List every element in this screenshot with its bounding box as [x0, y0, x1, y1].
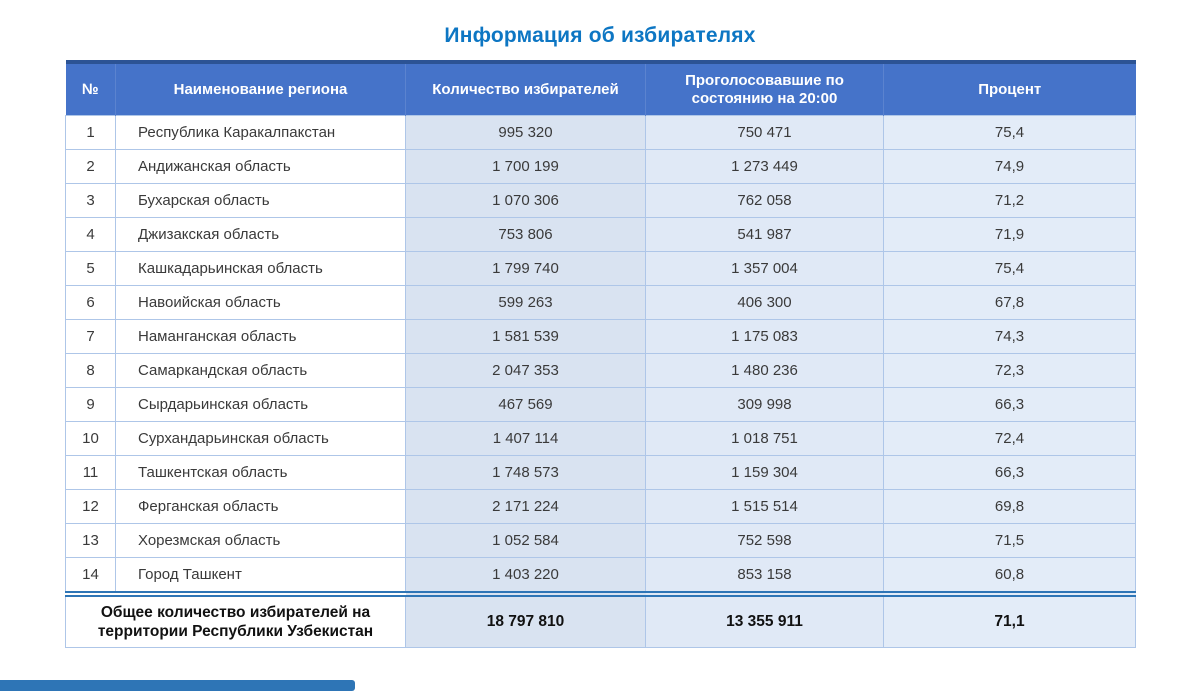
total-voted: 13 355 911	[646, 594, 884, 648]
region-name: Сурхандарьинская область	[116, 422, 406, 456]
voted-count: 1 159 304	[646, 456, 884, 490]
table-row	[66, 558, 1136, 595]
row-number: 11	[66, 456, 116, 490]
row-number: 13	[66, 524, 116, 558]
voted-count: 1 357 004	[646, 252, 884, 286]
voters-count: 995 320	[406, 116, 646, 150]
table-row	[66, 184, 1136, 218]
table-row	[66, 320, 1136, 354]
voters-table	[65, 60, 1135, 648]
table-footer	[66, 594, 1136, 648]
bottom-accent-bar	[0, 680, 355, 691]
header-percent: Процент	[884, 62, 1136, 116]
voters-count: 753 806	[406, 218, 646, 252]
region-name: Хорезмская область	[116, 524, 406, 558]
row-number: 2	[66, 150, 116, 184]
table-row	[66, 252, 1136, 286]
table-row	[66, 422, 1136, 456]
row-number: 14	[66, 558, 116, 595]
percent-value: 71,5	[884, 524, 1136, 558]
header-region: Наименование региона	[116, 62, 406, 116]
region-name: Самаркандская область	[116, 354, 406, 388]
voted-count: 541 987	[646, 218, 884, 252]
table-row	[66, 354, 1136, 388]
percent-value: 66,3	[884, 388, 1136, 422]
table-body	[66, 116, 1136, 595]
table-row	[66, 218, 1136, 252]
slide	[0, 24, 1200, 698]
percent-value: 72,4	[884, 422, 1136, 456]
row-number: 3	[66, 184, 116, 218]
region-name: Ферганская область	[116, 490, 406, 524]
voted-count: 1 480 236	[646, 354, 884, 388]
voters-data-table	[65, 60, 1136, 648]
voters-count: 1 700 199	[406, 150, 646, 184]
total-percent: 71,1	[884, 594, 1136, 648]
total-voters: 18 797 810	[406, 594, 646, 648]
page-title: Информация об избирателях	[444, 24, 756, 47]
row-number: 7	[66, 320, 116, 354]
percent-value: 66,3	[884, 456, 1136, 490]
percent-value: 74,9	[884, 150, 1136, 184]
voters-count: 1 799 740	[406, 252, 646, 286]
voters-count: 2 171 224	[406, 490, 646, 524]
voted-count: 853 158	[646, 558, 884, 595]
voters-count: 1 581 539	[406, 320, 646, 354]
header-row	[66, 62, 1136, 116]
voters-count: 1 052 584	[406, 524, 646, 558]
total-label: Общее количество избирателей на территории Республики Узбекистан	[66, 594, 406, 648]
voted-count: 1 515 514	[646, 490, 884, 524]
region-name: Город Ташкент	[116, 558, 406, 595]
percent-value: 67,8	[884, 286, 1136, 320]
row-number: 10	[66, 422, 116, 456]
voters-count: 467 569	[406, 388, 646, 422]
row-number: 12	[66, 490, 116, 524]
table-row	[66, 524, 1136, 558]
voted-count: 1 175 083	[646, 320, 884, 354]
voted-count: 406 300	[646, 286, 884, 320]
percent-value: 74,3	[884, 320, 1136, 354]
region-name: Бухарская область	[116, 184, 406, 218]
voters-count: 2 047 353	[406, 354, 646, 388]
row-number: 8	[66, 354, 116, 388]
voted-count: 752 598	[646, 524, 884, 558]
header-voters: Количество избирателей	[406, 62, 646, 116]
region-name: Ташкентская область	[116, 456, 406, 490]
row-number: 4	[66, 218, 116, 252]
voters-count: 1 748 573	[406, 456, 646, 490]
row-number: 5	[66, 252, 116, 286]
percent-value: 71,2	[884, 184, 1136, 218]
table-row	[66, 286, 1136, 320]
total-row	[66, 594, 1136, 648]
table-row	[66, 456, 1136, 490]
table-row	[66, 116, 1136, 150]
region-name: Джизакская область	[116, 218, 406, 252]
voters-count: 599 263	[406, 286, 646, 320]
percent-value: 69,8	[884, 490, 1136, 524]
table-header	[66, 62, 1136, 116]
voters-count: 1 407 114	[406, 422, 646, 456]
percent-value: 75,4	[884, 116, 1136, 150]
voted-count: 1 018 751	[646, 422, 884, 456]
row-number: 9	[66, 388, 116, 422]
row-number: 6	[66, 286, 116, 320]
header-voted: Проголосовавшие по состоянию на 20:00	[646, 62, 884, 116]
region-name: Сырдарьинская область	[116, 388, 406, 422]
table-row	[66, 490, 1136, 524]
percent-value: 71,9	[884, 218, 1136, 252]
table-row	[66, 150, 1136, 184]
voters-count: 1 070 306	[406, 184, 646, 218]
region-name: Кашкадарьинская область	[116, 252, 406, 286]
voted-count: 762 058	[646, 184, 884, 218]
region-name: Андижанская область	[116, 150, 406, 184]
percent-value: 60,8	[884, 558, 1136, 595]
region-name: Навоийская область	[116, 286, 406, 320]
voted-count: 309 998	[646, 388, 884, 422]
header-number: №	[66, 62, 116, 116]
region-name: Республика Каракалпакстан	[116, 116, 406, 150]
table-row	[66, 388, 1136, 422]
voted-count: 750 471	[646, 116, 884, 150]
percent-value: 75,4	[884, 252, 1136, 286]
voted-count: 1 273 449	[646, 150, 884, 184]
voters-count: 1 403 220	[406, 558, 646, 595]
row-number: 1	[66, 116, 116, 150]
percent-value: 72,3	[884, 354, 1136, 388]
region-name: Наманганская область	[116, 320, 406, 354]
